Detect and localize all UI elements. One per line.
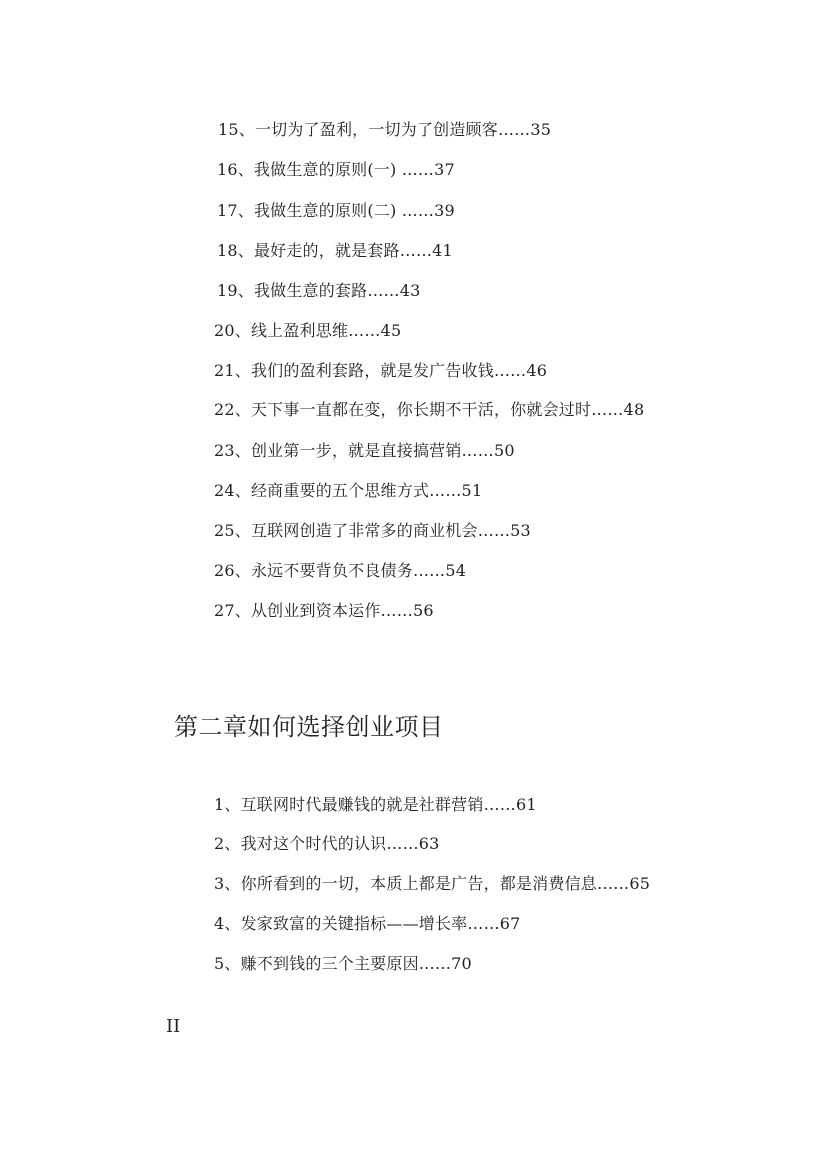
toc-entry-3: 3、你所看到的一切，本质上都是广告，都是消费信息……65 [214, 874, 651, 893]
toc-entry-24: 24、经商重要的五个思维方式……51 [214, 481, 483, 500]
toc-entry-16: 16、我做生意的原则(一) ……37 [217, 160, 455, 179]
toc-entry-1: 1、互联网时代最赚钱的就是社群营销……61 [214, 795, 537, 814]
toc-entry-20: 20、线上盈利思维……45 [214, 321, 402, 340]
toc-entry-15: 15、一切为了盈利，一切为了创造顾客……35 [218, 120, 552, 139]
toc-entry-21: 21、我们的盈利套路，就是发广告收钱……46 [214, 361, 548, 380]
toc-entry-22: 22、天下事一直都在变，你长期不干活，你就会过时……48 [214, 400, 645, 419]
page-number: II [166, 1016, 181, 1037]
toc-entry-4: 4、发家致富的关键指标——增长率……67 [214, 914, 521, 933]
toc-entry-19: 19、我做生意的套路……43 [217, 281, 421, 300]
toc-entry-26: 26、永远不要背负不良债务……54 [214, 561, 467, 580]
toc-entry-27: 27、从创业到资本运作……56 [214, 601, 434, 620]
toc-entry-25: 25、互联网创造了非常多的商业机会……53 [214, 521, 531, 540]
toc-entry-17: 17、我做生意的原则(二) ……39 [217, 201, 455, 220]
toc-entry-2: 2、我对这个时代的认识……63 [214, 834, 440, 853]
toc-entry-23: 23、创业第一步，就是直接搞营销……50 [214, 441, 515, 460]
toc-entry-18: 18、最好走的，就是套路……41 [217, 241, 453, 260]
chapter-title: 第二章如何选择创业项目 [174, 713, 444, 741]
toc-entry-5: 5、赚不到钱的三个主要原因……70 [214, 954, 472, 973]
